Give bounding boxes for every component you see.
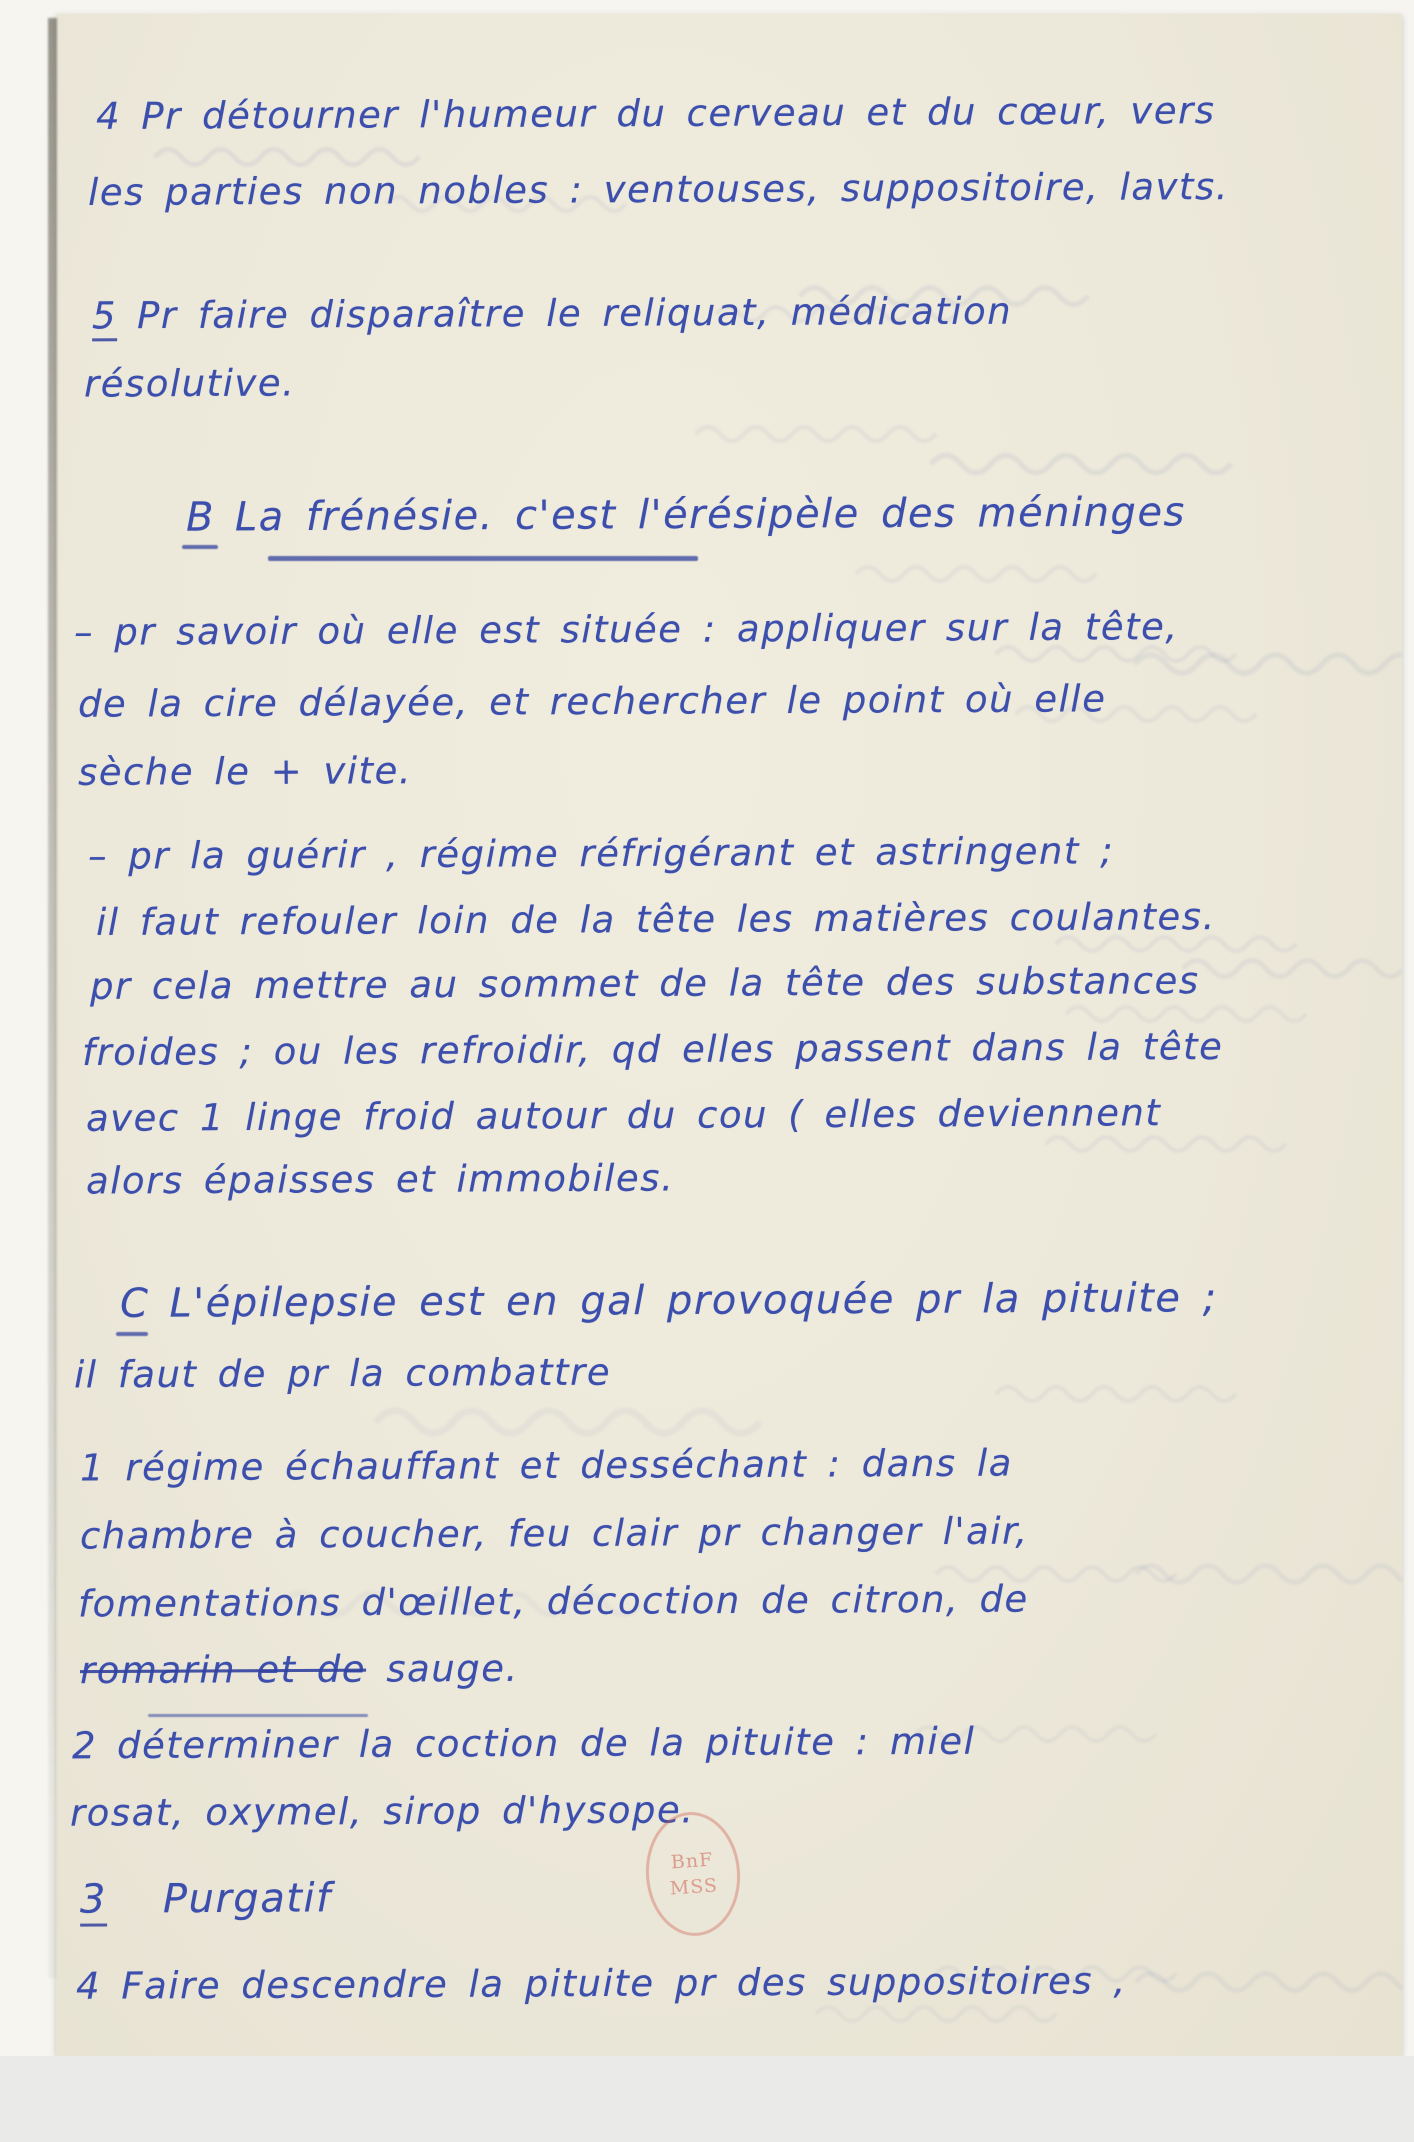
item-number: 2: [71, 1724, 98, 1768]
line-text: la coction de la pituite : miel: [338, 1719, 976, 1766]
handwritten-line: résolutive.: [83, 361, 296, 406]
handwritten-line: 1 régime échauffant et desséchant : dans la: [79, 1441, 1013, 1490]
handwritten-line: avec 1 linge froid autour du cou ( elles deviennent: [85, 1091, 1162, 1140]
handwritten-line: froides ; ou les refroidir, qd elles passent dans la tête: [81, 1025, 1224, 1074]
section-heading-epilepsie: [120, 1275, 1218, 1327]
underline-section-letter: [182, 545, 218, 549]
handwritten-line: de la cire délayée, et rechercher le point où elle: [77, 677, 1107, 726]
underline-section-letter: [116, 1332, 148, 1336]
overline-mark: [148, 1714, 368, 1717]
section-letter: C: [119, 1280, 150, 1327]
line-text: déterminer: [116, 1722, 339, 1768]
handwritten-line: fomentations d'œillet, décoction de citron, de: [77, 1577, 1029, 1626]
struck-through-text: romarin et de: [79, 1647, 367, 1693]
stamp-text-top: BnF: [670, 1848, 714, 1874]
handwritten-line: [80, 1647, 519, 1692]
handwritten-line: il faut de pr la combattre: [73, 1350, 612, 1397]
handwritten-line: pr cela mettre au sommet de la tête des substances: [89, 959, 1200, 1008]
handwritten-line: chambre à coucher, feu clair pr changer l'air,: [79, 1509, 1029, 1558]
handwritten-line: alors épaisses et immobiles.: [85, 1156, 675, 1203]
handwritten-line: les parties non nobles : ventouses, suppositoire, lavts.: [87, 165, 1230, 214]
line-text: sauge.: [365, 1646, 519, 1691]
line-text: Pr faire disparaître le reliquat, médication: [136, 289, 1013, 338]
line-text: Purgatif: [162, 1875, 332, 1923]
handwritten-line: il faut refouler loin de la tête les matières coulantes.: [95, 895, 1216, 944]
handwritten-line: 4 Pr détourner l'humeur du cerveau et du cœur, vers: [95, 89, 1216, 138]
handwritten-line: [80, 1875, 332, 1926]
heading-rest: L'épilepsie est en gal provoquée pr la pituite ;: [169, 1275, 1218, 1327]
handwritten-line: [92, 290, 1012, 342]
page-fold-shadow: [48, 18, 57, 1978]
scanner-background-bottom: [0, 2056, 1414, 2142]
handwritten-line: [72, 1720, 976, 1768]
section-letter: B: [185, 494, 216, 541]
item-number: 5: [92, 294, 117, 341]
section-heading-frenesie: [186, 489, 1186, 540]
item-number: 3: [80, 1877, 107, 1927]
handwritten-line: sèche le + vite.: [77, 749, 413, 794]
underline-heading-title: [268, 556, 698, 561]
stamp-text-bottom: MSS: [669, 1874, 719, 1900]
handwritten-line: – pr savoir où elle est située : appliquer sur la tête,: [73, 605, 1179, 654]
handwritten-line: – pr la guérir , régime réfrigérant et astringent ;: [87, 829, 1115, 878]
heading-title: La frénésie: [234, 493, 480, 541]
handwritten-line: 4 Faire descendre la pituite pr des suppositoires ,: [75, 1959, 1127, 2008]
heading-rest: . c'est l'érésipèle des méninges: [479, 489, 1186, 540]
handwritten-line: rosat, oxymel, sirop d'hysope.: [69, 1788, 695, 1835]
